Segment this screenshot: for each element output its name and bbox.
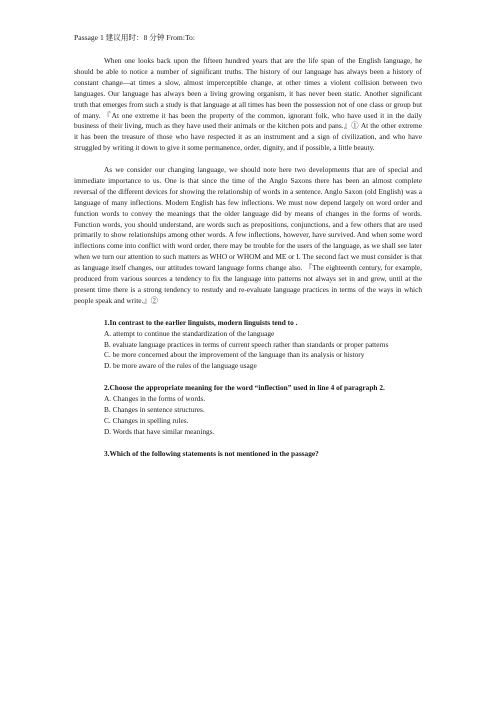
question-2 xyxy=(74,383,422,438)
passage-paragraph-2: As we consider our changing language, we should note here two developments that are of special and immediate importance to us. One is that since the time of the Anglo Saxons there has been an almost complete reversal of the different devices for showing the relationship of words in a sentence. Anglo Saxon (old English) was a language of many inflections. Modern English has few inflections. We must now depend largely on word order and function words to convey the meanings that the older language did by means of changes in the forms of words. Function words, you should understand, are words such as prepositions, conjunctions, and a few others that are used primarily to show relationships among other words. A few inflections, however, have survived. And when some word inflections come into conflict with word order, there may be trouble for the users of the language, as we shall see later when we turn our attention to such matters as WHO or WHOM and ME or I. The second fact we must consider is that as language itself changes, our attitudes toward language forms change also. 『The eighteenth century, for example, produced from various sources a tendency to fix the language into patterns not always set in and grew, until at the present time there is a strong tendency to restudy and re-evaluate language practices in terms of the ways in which people speak and write.』② xyxy=(74,165,422,305)
answer-option-d: D. Words that have similar meanings. xyxy=(104,426,215,436)
answer-option-a: A. attempt to continue the standardization of the language xyxy=(104,328,275,338)
answer-option-b: B. evaluate language practices in terms of current speech rather than standards or proper patterns xyxy=(104,339,389,349)
question-stem: 3.Which of the following statements is not mentioned in the passage? xyxy=(104,448,319,458)
question-1 xyxy=(74,318,422,373)
answer-option-a: A. Changes in the forms of words. xyxy=(104,394,206,404)
passage-paragraph-1: When one looks back upon the fifteen hundred years that are the life span of the English language, he should be able to notice a number of significant truths. The history of our language has always been a history of constant change—at times a slow, almost imperceptible change, at other times a violent collision between two languages. Our language has always been a living growing organism, it has never been static. Another significant truth that emerges from such a study is that language at all times has been the possession not of one class or group but of many. 『At one extreme it has been the property of the common, ignorant folk, who have used it in the daily business of their living, much as they have used their animals or the kitchen pots and pans.』① At the other extreme it has been the treasure of those who have respected it as an instrument and a sign of civilization, and who have struggled by writing it down to give it some permanence, order, dignity, and if possible, a little beauty. xyxy=(74,56,422,153)
answer-option-d: D. be more aware of the rules of the language usage xyxy=(104,361,257,371)
passage-header: Passage 1 建议用时：8 分钟 From:To: xyxy=(74,33,195,42)
question-stem: 2.Choose the appropriate meaning for the word “inflection” used in line 4 of paragraph 2. xyxy=(104,383,385,393)
question-stem: 1.In contrast to the earlier linguists, modern linguists tend to . xyxy=(104,317,298,327)
answer-option-c: C. be more concerned about the improvement of the language than its analysis or history xyxy=(104,350,365,360)
answer-option-b: B. Changes in sentence structures. xyxy=(104,404,205,414)
answer-option-c: C. Changes in spelling rules. xyxy=(104,415,189,425)
question-list xyxy=(74,318,422,460)
question-3 xyxy=(74,449,422,460)
document-body xyxy=(74,56,422,470)
